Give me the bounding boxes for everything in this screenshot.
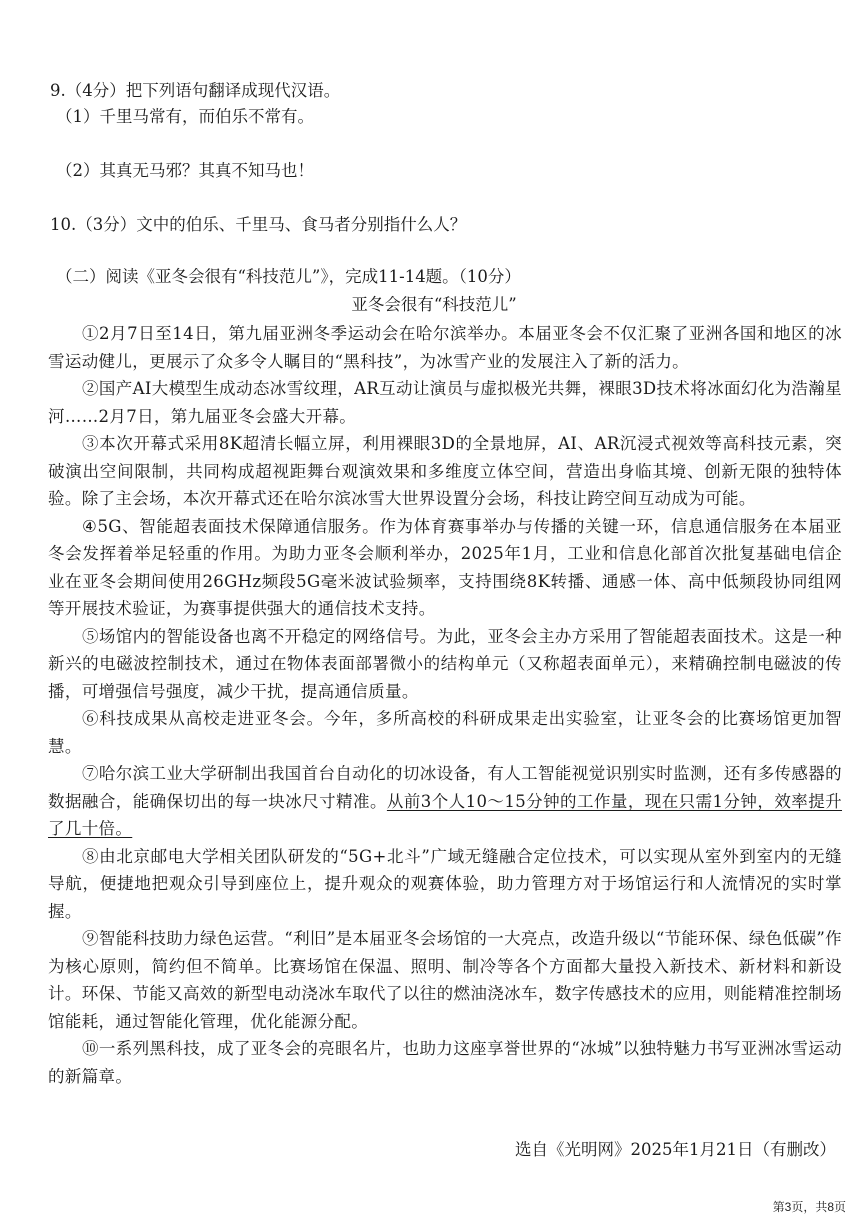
article-paragraph-10: ⑩一系列黑科技，成了亚冬会的亮眼名片，也助力这座享誉世界的“冰城”以独特魅力书写亚洲冰雪运动的新篇章。 [48, 1039, 842, 1086]
article-title: 亚冬会很有“科技范儿” [351, 295, 517, 314]
paragraph-7-text: ⑦哈尔滨工业大学研制出我国首台自动化的切冰设备，有人工智能视觉识别实时监测，还有多传感器的数据融合，能确保切出的每一块冰尺寸精准。 [48, 764, 842, 811]
article-paragraph-7 [48, 760, 842, 843]
article-paragraph-8: ⑧由北京邮电大学相关团队研发的“5G+北斗”广域无缝融合定位技术，可以实现从室外到室内的无缝导航，便捷地把观众引导到座位上，提升观众的观赛体验，助力管理方对于场馆运行和人流情况的实时掌握。 [48, 846, 842, 921]
article-source: 选自《光明网》2025年1月21日（有删改） [515, 1140, 836, 1159]
article-paragraph-1: ①2月7日至14日，第九届亚洲冬季运动会在哈尔滨举办。本届亚冬会不仅汇聚了亚洲各国和地区的冰雪运动健儿，更展示了众多令人瞩目的“黑科技”，为冰雪产业的发展注入了新的活力。 [48, 324, 842, 371]
question-10: 10.（3分）文中的伯乐、千里马、食马者分别指什么人？ [50, 215, 467, 234]
page-number: 第3页，共8页 [772, 1200, 846, 1214]
section-2-heading: （二）阅读《亚冬会很有“科技范儿”》，完成11-14题。（10分） [56, 267, 521, 286]
article-body [48, 320, 842, 1090]
article-paragraph-2: ②国产AI大模型生成动态冰雪纹理，AR互动让演员与虚拟极光共舞，裸眼3D技术将冰面幻化为浩瀚星河……2月7日，第九届亚冬会盛大开幕。 [48, 379, 842, 426]
question-9: 9.（4分）把下列语句翻译成现代汉语。 [50, 81, 341, 100]
article-paragraph-6: ⑥科技成果从高校走进亚冬会。今年，多所高校的科研成果走出实验室，让亚冬会的比赛场馆更加智慧。 [48, 709, 842, 756]
article-paragraph-5: ⑤场馆内的智能设备也离不开稳定的网络信号。为此，亚冬会主办方采用了智能超表面技术。这是一种新兴的电磁波控制技术，通过在物体表面部署微小的结构单元（又称超表面单元），来精确控制电磁波的传播，可增强信号强度，减少干扰，提高通信质量。 [48, 626, 842, 701]
article-paragraph-9: ⑨智能科技助力绿色运营。“利旧”是本届亚冬会场馆的一大亮点，改造升级以“节能环保、绿色低碳”作为核心原则，简约但不简单。比赛场馆在保温、照明、制冷等各个方面都大量投入新技术、新材料和新设计。环保、节能又高效的新型电动浇冰车取代了以往的燃油浇冰车，数字传感技术的应用，则能精准控制场馆能耗，通过智能化管理，优化能源分配。 [48, 929, 842, 1031]
question-9-item-2: （2）其真无马邪？其真不知马也！ [56, 161, 314, 180]
underlined-sentence: 从前3个人10～15分钟的工作量，现在只需1分钟，效率提升了几十倍。 [48, 791, 843, 838]
article-paragraph-3: ③本次开幕式采用8K超清长幅立屏，利用裸眼3D的全景地屏，AI、AR沉浸式视效等高科技元素，突破演出空间限制，共同构成超视距舞台观演效果和多维度立体空间，营造出身临其境、创新无限的独特体验。除了主会场，本次开幕式还在哈尔滨冰雪大世界设置分会场，科技让跨空间互动成为可能。 [48, 434, 842, 508]
question-9-item-1: （1）千里马常有，而伯乐不常有。 [56, 107, 314, 126]
article-paragraph-4: ④5G、智能超表面技术保障通信服务。作为体育赛事举办与传播的关键一环，信息通信服务在本届亚冬会发挥着举足轻重的作用。为助力亚冬会顺利举办，2025年1月，工业和信息化部首次批复基础电信企业在亚冬会期间使用26GHz频段5G毫米波试验频率，支持围绕8K转播、通感一体、高中低频段协同组网等开展技术验证，为赛事提供强大的通信技术支持。 [48, 516, 842, 618]
